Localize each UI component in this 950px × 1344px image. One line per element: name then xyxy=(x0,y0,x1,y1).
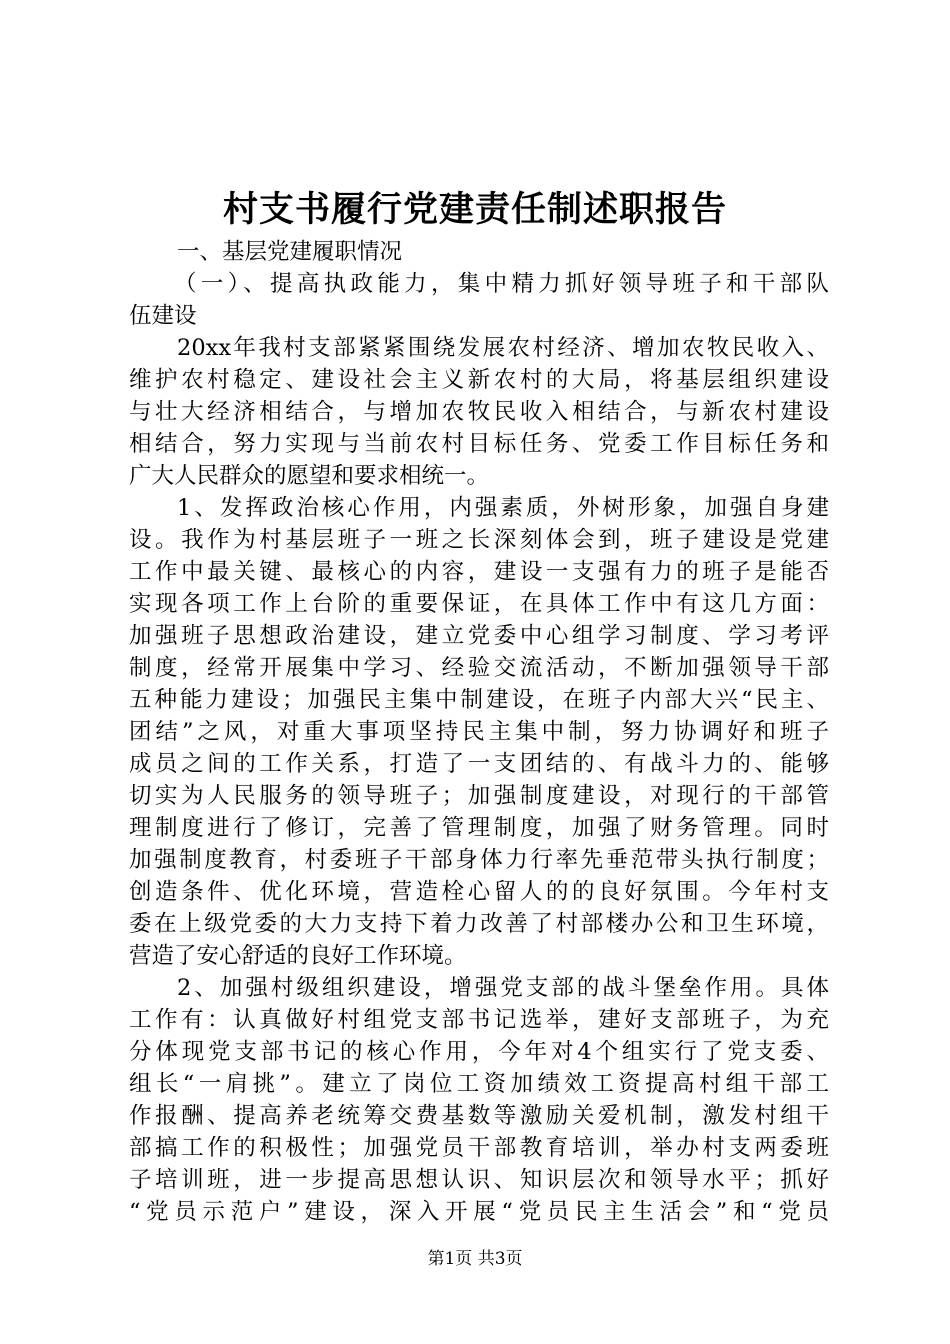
subsection-heading-line: （一）、提高执政能力，集中精力抓好领导班子和干部队 xyxy=(174,271,829,297)
paragraph-line: 五种能力建设；加强民主集中制建设，在班子内部大兴“民主、 xyxy=(129,687,829,713)
paragraph-line: 相结合，努力实现与当前农村目标任务、党委工作目标任务和 xyxy=(129,431,829,457)
paragraph-line: 成员之间的工作关系，打造了一支团结的、有战斗力的、能够 xyxy=(129,751,829,777)
paragraph-line: 工作中最关键、最核心的内容，建设一支强有力的班子是能否 xyxy=(129,559,829,585)
paragraph-line: 2、加强村级组织建设，增强党支部的战斗堡垒作用。具体 xyxy=(177,975,829,1001)
subsection-heading-line: 伍建设 xyxy=(129,303,197,329)
paragraph-line: 组长“一肩挑”。建立了岗位工资加绩效工资提高村组干部工 xyxy=(129,1071,829,1097)
paragraph-line: 营造了安心舒适的良好工作环境。 xyxy=(129,943,467,969)
paragraph-line: 理制度进行了修订，完善了管理制度，加强了财务管理。同时 xyxy=(129,815,829,841)
paragraph-line: 团结”之风，对重大事项坚持民主集中制，努力协调好和班子 xyxy=(129,719,829,745)
paragraph-line: 20xx年我村支部紧紧围绕发展农村经济、增加农牧民收入、 xyxy=(177,335,829,361)
document-title: 村支书履行党建责任制述职报告 xyxy=(222,189,727,230)
paragraph-line: 维护农村稳定、建设社会主义新农村的大局，将基层组织建设 xyxy=(129,367,829,393)
paragraph-line: 设。我作为村基层班子一班之长深刻体会到，班子建设是党建 xyxy=(129,527,829,553)
paragraph-line: 作报酬、提高养老统筹交费基数等激励关爱机制，激发村组干 xyxy=(129,1103,829,1129)
paragraph-line: 加强班子思想政治建设，建立党委中心组学习制度、学习考评 xyxy=(129,623,829,649)
paragraph-line: 创造条件、优化环境，营造栓心留人的的良好氛围。今年村支 xyxy=(129,879,829,905)
paragraph-line: 实现各项工作上台阶的重要保证，在具体工作中有这几方面： xyxy=(129,591,829,617)
paragraph-line: 分体现党支部书记的核心作用，今年对4个组实行了党支委、 xyxy=(129,1039,829,1065)
paragraph-line: 委在上级党委的大力支持下着力改善了村部楼办公和卫生环境， xyxy=(129,911,829,937)
paragraph-line: 工作有：认真做好村组党支部书记选举，建好支部班子，为充 xyxy=(129,1007,829,1033)
paragraph-line: 加强制度教育，村委班子干部身体力行率先垂范带头执行制度； xyxy=(129,847,829,873)
section-heading: 一、基层党建履职情况 xyxy=(177,239,403,265)
paragraph-line: 子培训班，进一步提高思想认识、知识层次和领导水平；抓好 xyxy=(129,1167,829,1193)
paragraph-line: 与壮大经济相结合，与增加农牧民收入相结合，与新农村建设 xyxy=(129,399,829,425)
paragraph-line: 广大人民群众的愿望和要求相统一。 xyxy=(129,463,490,489)
paragraph-line: “党员示范户”建设，深入开展“党员民主生活会”和“党员 xyxy=(129,1199,829,1225)
document-body xyxy=(129,236,829,1228)
page-number-footer: 第1页 共3页 xyxy=(427,1249,523,1269)
paragraph-line: 切实为人民服务的领导班子；加强制度建设，对现行的干部管 xyxy=(129,783,829,809)
paragraph-line: 1、发挥政治核心作用，内强素质，外树形象，加强自身建 xyxy=(177,495,829,521)
paragraph-line: 制度，经常开展集中学习、经验交流活动，不断加强领导干部 xyxy=(129,655,829,681)
paragraph-line: 部搞工作的积极性；加强党员干部教育培训，举办村支两委班 xyxy=(129,1135,829,1161)
